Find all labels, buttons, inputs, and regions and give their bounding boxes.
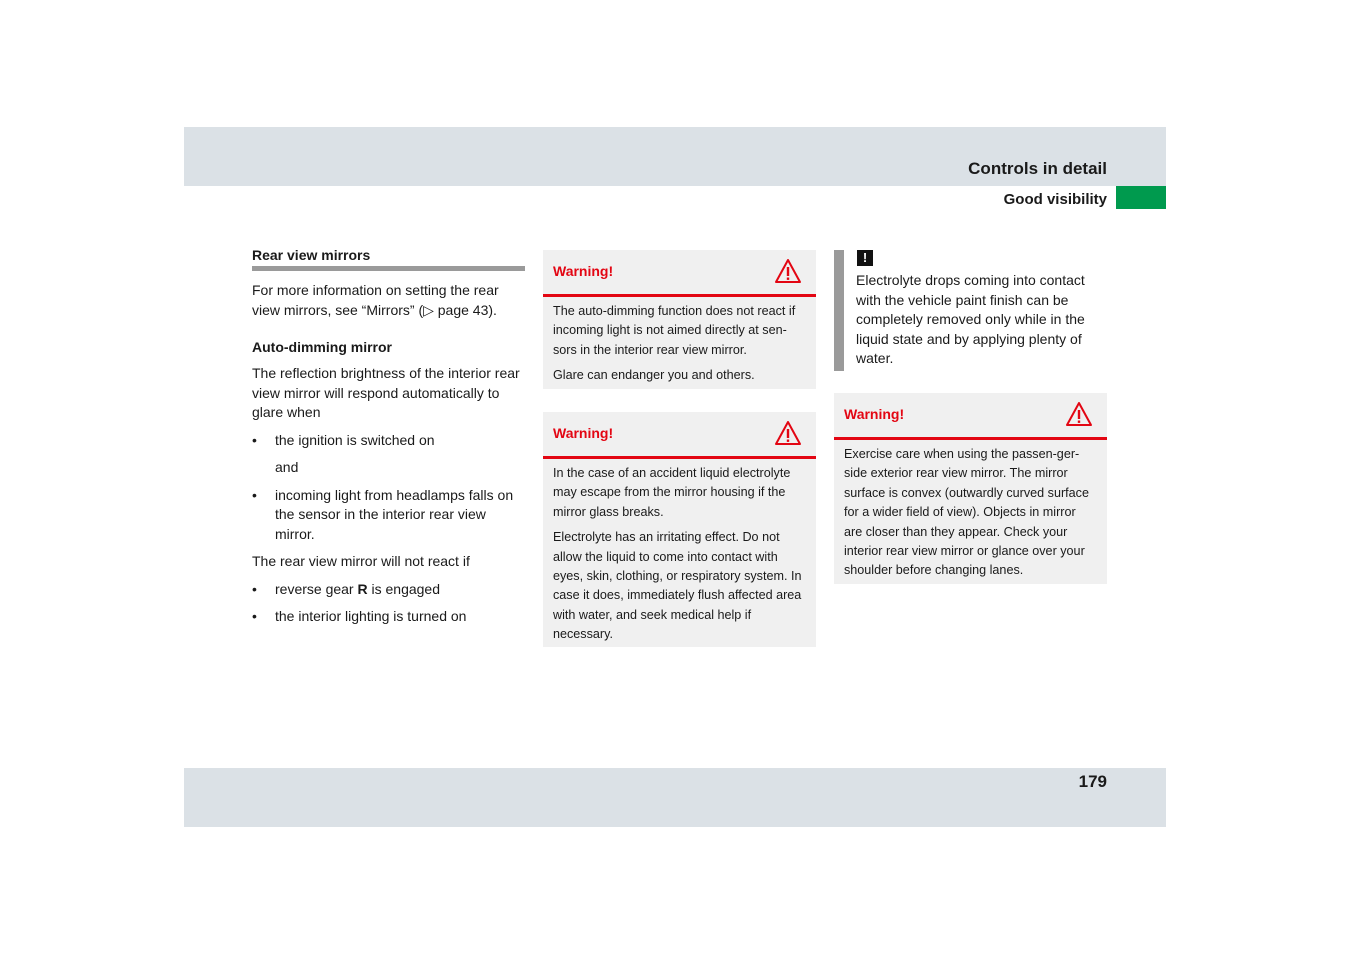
list-item: • incoming light from headlamps falls on the sensor in the interior rear view mirror. [252, 486, 514, 542]
warning-header [543, 250, 816, 297]
footer-band [184, 768, 1166, 827]
subsection-title: Good visibility [1003, 191, 1107, 208]
bullet: • [252, 608, 257, 624]
warning-body: The auto-dimming function does not react if incoming light is not aimed directly at sen-sors in the interior rear view mirror. Glare can endanger you and others. [553, 304, 796, 383]
heading-rule [252, 266, 525, 271]
warning-body: In the case of an accident liquid electrolyte may escape from the mirror housing if the mirror glass breaks. Electrolyte has an irritating effect. Do not allow the liquid to come into contact with eyes, skin, clothing, or respiratory system. In case it does, immediately flush affected area with water, and seek medical help if necessary. [553, 466, 802, 642]
warning-header [834, 393, 1107, 440]
warning-body: Exercise care when using the passen-ger-side exterior rear view mirror. The mirror surface is convex (outwardly curved surface for a wider field of view). Objects in mirror are closer than they appear. Check your interior rear view mirror or glance over your shoulder before changing lanes. [844, 447, 1089, 578]
intro-paragraph: For more information on setting the rear view mirrors, see “Mirrors” (▷ page 43). [252, 282, 499, 318]
note-side-bar [834, 250, 844, 371]
auto-dimming-heading: Auto-dimming mirror [252, 339, 392, 355]
warning-label: Warning! [553, 425, 614, 441]
warning-box-electrolyte [543, 412, 816, 647]
rear-view-mirrors-heading: Rear view mirrors [252, 247, 371, 263]
main-text-column [252, 246, 525, 627]
warning-header [543, 412, 816, 459]
list-item: • the ignition is switched on [252, 431, 525, 451]
exceptions-list [252, 580, 525, 627]
bullet: • [252, 486, 257, 503]
warning-triangle-icon [1065, 401, 1093, 427]
section-title: Controls in detail [968, 159, 1107, 178]
conditions-list-2 [252, 486, 525, 545]
warning-label: Warning! [844, 406, 905, 422]
warning-box-auto-dimming [543, 250, 816, 389]
reflection-paragraph: The reflection brightness of the interior rear view mirror will respond automatically to glare when [252, 365, 520, 420]
note-box [834, 250, 1107, 371]
not-react-paragraph: The rear view mirror will not react if [252, 553, 470, 569]
page-number: 179 [1078, 772, 1107, 791]
warning-label: Warning! [553, 263, 614, 279]
warning-triangle-icon [774, 420, 802, 446]
bullet: • [252, 431, 257, 448]
list-item: • reverse gear R is engaged [252, 580, 525, 600]
exclamation-icon: ! [857, 250, 873, 266]
note-text: Electrolyte drops coming into contact with the vehicle paint finish can be completely removed only while in the liquid state and by applying plenty of water. [856, 272, 1085, 366]
section-color-tab [1116, 186, 1166, 209]
conditions-list [252, 431, 525, 451]
list-item: • the interior lighting is turned on [252, 607, 525, 627]
warning-box-exterior-mirror [834, 393, 1107, 584]
warning-triangle-icon [774, 258, 802, 284]
gear-letter: R [357, 580, 368, 597]
bullet: • [252, 580, 257, 597]
and-text: and [275, 459, 299, 475]
